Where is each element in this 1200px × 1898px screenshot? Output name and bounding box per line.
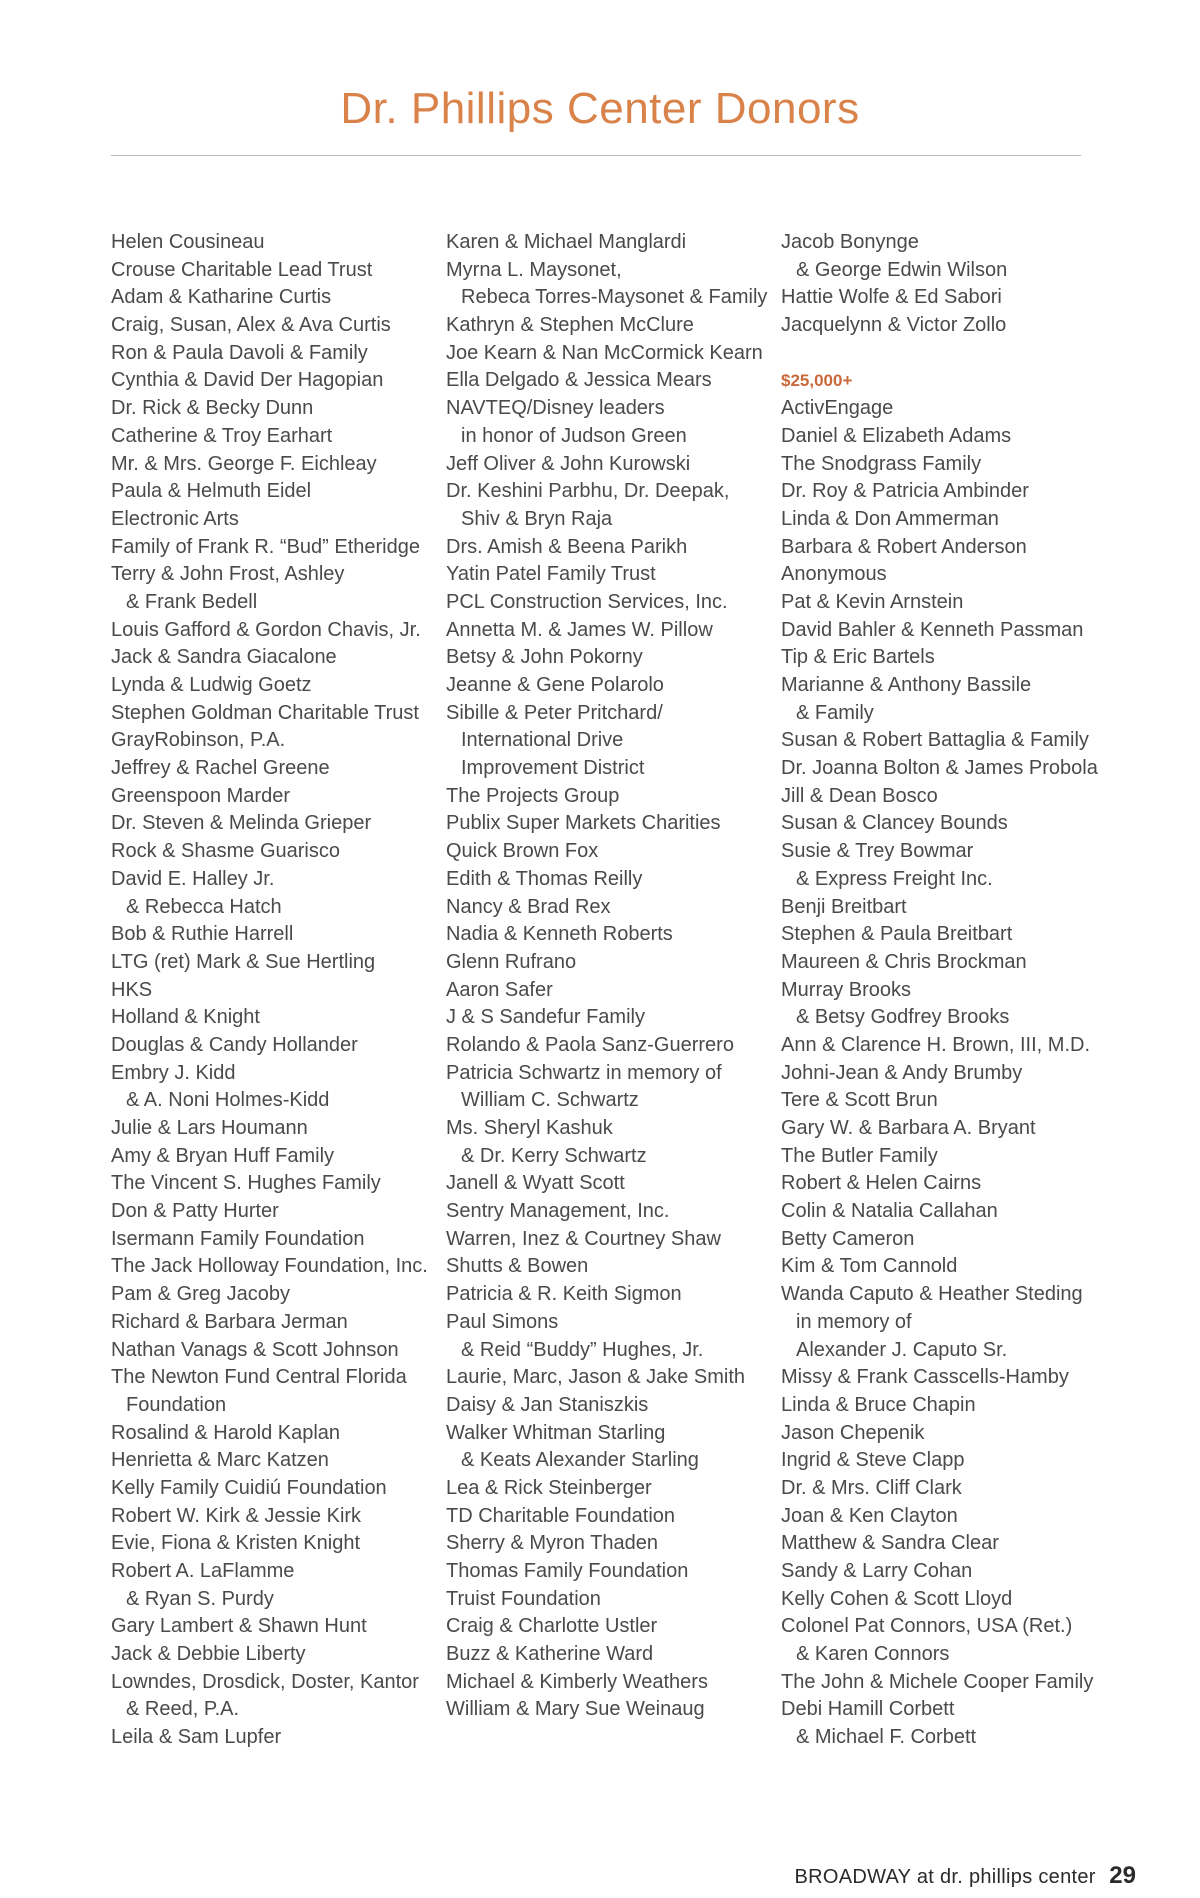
donor-name: Joan & Ken Clayton <box>781 1504 958 1527</box>
donor-name: Drs. Amish & Beena Parikh <box>446 535 688 558</box>
donor-name: Joe Kearn & Nan McCormick Kearn <box>446 341 763 364</box>
donor-name-continuation: & A. Noni Holmes-Kidd <box>126 1089 330 1112</box>
donor-name: Crouse Charitable Lead Trust <box>111 258 373 281</box>
donor-name: Robert A. LaFlamme <box>111 1560 295 1582</box>
donor-name-continuation: Alexander J. Caputo Sr. <box>796 1338 1008 1361</box>
donor-name: Paul Simons <box>446 1310 559 1333</box>
donor-name: Robert W. Kirk & Jessie Kirk <box>111 1504 362 1527</box>
donor-name: Daniel & Elizabeth Adams <box>781 424 1012 447</box>
donor-name-continuation: & Frank Bedell <box>126 590 258 613</box>
donor-name: William & Mary Sue Weinaug <box>446 1698 705 1721</box>
donor-name: Barbara & Robert Anderson <box>781 535 1027 558</box>
page-number: 29 <box>1109 1862 1136 1889</box>
donor-name: Family of Frank R. “Bud” Etheridge <box>111 535 420 558</box>
donor-name-continuation: & Karen Connors <box>796 1643 950 1666</box>
donor-name: Richard & Barbara Jerman <box>111 1310 348 1333</box>
donor-name: LTG (ret) Mark & Sue Hertling <box>111 950 376 973</box>
donor-name: Rolando & Paola Sanz-Guerrero <box>446 1033 734 1056</box>
donor-name: Dr. & Mrs. Cliff Clark <box>781 1476 962 1499</box>
donor-name: Pat & Kevin Arnstein <box>781 590 964 613</box>
donor-name: The Butler Family <box>781 1144 938 1167</box>
donor-name: ActivEngage <box>781 397 894 420</box>
donor-name: Jill & Dean Bosco <box>781 784 938 807</box>
donor-name: Jeff Oliver & John Kurowski <box>446 452 691 475</box>
donor-name: Robert & Helen Cairns <box>781 1172 982 1195</box>
donor-name: Rock & Shasme Guarisco <box>111 840 340 863</box>
donor-name: Sibille & Peter Pritchard/ <box>446 701 663 724</box>
donor-name: Edith & Thomas Reilly <box>446 867 643 890</box>
donor-name: Patricia Schwartz in memory of <box>446 1061 722 1084</box>
donor-name: Stephen Goldman Charitable Trust <box>111 701 419 724</box>
donor-name: Sentry Management, Inc. <box>446 1200 670 1223</box>
donor-name: Jeffrey & Rachel Greene <box>111 757 330 780</box>
donor-name: Anonymous <box>781 563 887 586</box>
page-title: Dr. Phillips Center Donors <box>340 84 860 133</box>
donor-name: Mr. & Mrs. George F. Eichleay <box>111 452 377 475</box>
donor-name: Kelly Cohen & Scott Lloyd <box>781 1587 1013 1610</box>
donor-name: Gary W. & Barbara A. Bryant <box>781 1117 1036 1139</box>
donor-name-continuation: & Michael F. Corbett <box>796 1726 977 1749</box>
donor-name: Leila & Sam Lupfer <box>111 1726 282 1749</box>
donor-name: Terry & John Frost, Ashley <box>111 563 345 586</box>
donor-name: Publix Super Markets Charities <box>446 812 721 835</box>
donor-name: Adam & Katharine Curtis <box>111 286 332 309</box>
donor-name: Karen & Michael Manglardi <box>446 231 687 253</box>
donor-name: Michael & Kimberly Weathers <box>446 1670 708 1693</box>
donor-name: Benji Breitbart <box>781 895 907 918</box>
donor-name: TD Charitable Foundation <box>446 1504 676 1527</box>
donor-name: Evie, Fiona & Kristen Knight <box>111 1532 361 1555</box>
donor-name: Walker Whitman Starling <box>446 1421 666 1444</box>
donor-name: Dr. Roy & Patricia Ambinder <box>781 480 1029 503</box>
donor-name: Shutts & Bowen <box>446 1255 589 1278</box>
donor-column-3 <box>781 229 1101 1752</box>
donor-name: Dr. Joanna Bolton & James Probola <box>781 757 1098 780</box>
donor-name: Lynda & Ludwig Goetz <box>111 674 312 696</box>
donor-column-2 <box>446 229 766 1724</box>
donor-name-continuation: & Family <box>796 701 874 724</box>
donor-name-continuation: & George Edwin Wilson <box>796 258 1008 281</box>
donor-name: Murray Brooks <box>781 978 912 1001</box>
donor-name: PCL Construction Services, Inc. <box>446 590 728 613</box>
donor-name: Colonel Pat Connors, USA (Ret.) <box>781 1615 1073 1638</box>
donor-name-continuation: & Dr. Kerry Schwartz <box>461 1144 647 1167</box>
donor-name: J & S Sandefur Family <box>446 1006 645 1029</box>
donor-name: Myrna L. Maysonet, <box>446 258 622 281</box>
donor-name: Pam & Greg Jacoby <box>111 1283 290 1306</box>
donor-name: Janell & Wyatt Scott <box>446 1172 625 1195</box>
donor-name: Ingrid & Steve Clapp <box>781 1449 965 1472</box>
donor-name: GrayRobinson, P.A. <box>111 729 286 752</box>
donor-name: Susan & Clancey Bounds <box>781 812 1008 835</box>
donor-name-continuation: William C. Schwartz <box>461 1089 639 1112</box>
donor-name: Ron & Paula Davoli & Family <box>111 341 368 364</box>
donor-name: Truist Foundation <box>446 1587 601 1610</box>
donor-name: Tere & Scott Brun <box>781 1089 938 1112</box>
donor-name-continuation: & Rebecca Hatch <box>126 895 282 918</box>
donor-name: Debi Hamill Corbett <box>781 1698 955 1721</box>
donor-name: Buzz & Katherine Ward <box>446 1643 654 1666</box>
donor-name: Colin & Natalia Callahan <box>781 1200 998 1223</box>
donor-name: Linda & Bruce Chapin <box>781 1393 976 1416</box>
donor-column-1 <box>111 229 431 1752</box>
donor-name: Julie & Lars Houmann <box>111 1117 308 1139</box>
donor-name: Louis Gafford & Gordon Chavis, Jr. <box>111 618 421 641</box>
donor-name: Kathryn & Stephen McClure <box>446 314 694 337</box>
donor-name-continuation: & Keats Alexander Starling <box>461 1449 699 1472</box>
donor-name: Jack & Sandra Giacalone <box>111 646 337 669</box>
donor-name-continuation: International Drive <box>461 729 624 752</box>
donor-name: Thomas Family Foundation <box>446 1560 689 1582</box>
donor-name: Glenn Rufrano <box>446 950 577 973</box>
donor-name: Don & Patty Hurter <box>111 1200 279 1223</box>
donor-name-continuation: Rebeca Torres-Maysonet & Family <box>461 286 768 309</box>
donor-name-continuation: & Betsy Godfrey Brooks <box>796 1006 1010 1029</box>
donor-name: Ann & Clarence H. Brown, III, M.D. <box>781 1033 1090 1056</box>
donor-name: Nadia & Kenneth Roberts <box>446 923 673 946</box>
donor-name: The Vincent S. Hughes Family <box>111 1172 381 1195</box>
donor-name: Quick Brown Fox <box>446 840 599 863</box>
donor-name: Lowndes, Drosdick, Doster, Kantor <box>111 1670 419 1693</box>
donor-name: Maureen & Chris Brockman <box>781 950 1027 973</box>
donor-name: David E. Halley Jr. <box>111 867 275 890</box>
donor-name: Craig, Susan, Alex & Ava Curtis <box>111 314 391 337</box>
donor-name: Helen Cousineau <box>111 231 265 253</box>
donor-name: Susan & Robert Battaglia & Family <box>781 729 1089 752</box>
donor-name: Isermann Family Foundation <box>111 1227 365 1250</box>
donor-name: Sandy & Larry Cohan <box>781 1560 973 1582</box>
donor-name: Dr. Keshini Parbhu, Dr. Deepak, <box>446 480 730 503</box>
publication-name: BROADWAY at dr. phillips center <box>794 1866 1096 1888</box>
donor-name: The Projects Group <box>446 784 620 807</box>
donor-name: Daisy & Jan Staniszkis <box>446 1393 649 1416</box>
donor-name: Gary Lambert & Shawn Hunt <box>111 1615 367 1638</box>
donor-name: Jason Chepenik <box>781 1421 925 1444</box>
donor-name: David Bahler & Kenneth Passman <box>781 618 1084 641</box>
donor-name: Johni-Jean & Andy Brumby <box>781 1061 1023 1084</box>
donor-name: Annetta M. & James W. Pillow <box>446 618 713 641</box>
donor-name: Susie & Trey Bowmar <box>781 840 974 863</box>
donor-name: Amy & Bryan Huff Family <box>111 1144 335 1167</box>
donor-name-continuation: & Ryan S. Purdy <box>126 1587 274 1610</box>
donor-name: Jeanne & Gene Polarolo <box>446 674 664 696</box>
donor-name: Rosalind & Harold Kaplan <box>111 1421 341 1444</box>
donor-name: Warren, Inez & Courtney Shaw <box>446 1227 721 1250</box>
donor-name: Cynthia & David Der Hagopian <box>111 369 384 392</box>
donor-name: Aaron Safer <box>446 978 553 1001</box>
donor-name: Catherine & Troy Earhart <box>111 424 333 447</box>
donor-name: Douglas & Candy Hollander <box>111 1033 358 1056</box>
donor-name: Sherry & Myron Thaden <box>446 1532 658 1555</box>
donor-name-continuation: in honor of Judson Green <box>461 424 687 447</box>
donor-name: Jack & Debbie Liberty <box>111 1643 306 1666</box>
donor-name: The Snodgrass Family <box>781 452 982 475</box>
donor-name: Stephen & Paula Breitbart <box>781 923 1013 946</box>
donor-name-continuation: Foundation <box>126 1393 227 1416</box>
donor-name: Linda & Don Ammerman <box>781 507 999 530</box>
page-footer <box>794 1862 1136 1890</box>
donor-name: Matthew & Sandra Clear <box>781 1532 999 1555</box>
donor-name: The John & Michele Cooper Family <box>781 1670 1094 1693</box>
donor-name: Jacob Bonynge <box>781 231 919 253</box>
donor-name: Craig & Charlotte Ustler <box>446 1615 658 1638</box>
donor-name: Tip & Eric Bartels <box>781 646 935 669</box>
donor-name: Holland & Knight <box>111 1006 260 1029</box>
donor-name: Jacquelynn & Victor Zollo <box>781 314 1007 337</box>
donor-name-continuation: Shiv & Bryn Raja <box>461 507 613 530</box>
donor-name: Paula & Helmuth Eidel <box>111 480 312 503</box>
donor-name-continuation: & Express Freight Inc. <box>796 867 993 890</box>
donor-name-continuation: Improvement District <box>461 757 645 780</box>
donor-name: Missy & Frank Casscells-Hamby <box>781 1366 1069 1389</box>
donor-name: Yatin Patel Family Trust <box>446 563 656 586</box>
donor-name: Marianne & Anthony Bassile <box>781 674 1032 696</box>
donor-name: Kim & Tom Cannold <box>781 1255 958 1278</box>
donor-name: Electronic Arts <box>111 507 239 530</box>
donor-name: Nancy & Brad Rex <box>446 895 611 918</box>
donor-name: Dr. Rick & Becky Dunn <box>111 397 314 420</box>
donor-name-continuation: & Reed, P.A. <box>126 1698 240 1721</box>
donor-name: The Jack Holloway Foundation, Inc. <box>111 1255 428 1278</box>
donor-name: HKS <box>111 978 153 1001</box>
donor-name: Wanda Caputo & Heather Steding <box>781 1283 1083 1306</box>
donor-name: Dr. Steven & Melinda Grieper <box>111 812 372 835</box>
donor-name: Greenspoon Marder <box>111 784 290 807</box>
donor-name: Ms. Sheryl Kashuk <box>446 1117 613 1139</box>
donor-name: Ella Delgado & Jessica Mears <box>446 369 712 392</box>
donor-name: Henrietta & Marc Katzen <box>111 1449 329 1472</box>
title-divider <box>111 155 1081 156</box>
donor-name-continuation: in memory of <box>796 1310 912 1333</box>
donor-name: The Newton Fund Central Florida <box>111 1366 407 1389</box>
donor-name: Patricia & R. Keith Sigmon <box>446 1283 682 1306</box>
donor-name: Embry J. Kidd <box>111 1061 236 1084</box>
donor-name-continuation: & Reid “Buddy” Hughes, Jr. <box>461 1338 704 1361</box>
giving-level-heading: $25,000+ <box>781 371 853 391</box>
donor-name: Nathan Vanags & Scott Johnson <box>111 1338 399 1361</box>
donor-name: Lea & Rick Steinberger <box>446 1476 652 1499</box>
donor-name: Betsy & John Pokorny <box>446 646 643 669</box>
donor-name: Betty Cameron <box>781 1227 915 1250</box>
donor-name: Hattie Wolfe & Ed Sabori <box>781 286 1002 309</box>
donor-name: Laurie, Marc, Jason & Jake Smith <box>446 1366 746 1389</box>
donor-name: Bob & Ruthie Harrell <box>111 923 294 946</box>
donor-name: NAVTEQ/Disney leaders <box>446 397 665 420</box>
donor-name: Kelly Family Cuidiú Foundation <box>111 1476 387 1499</box>
